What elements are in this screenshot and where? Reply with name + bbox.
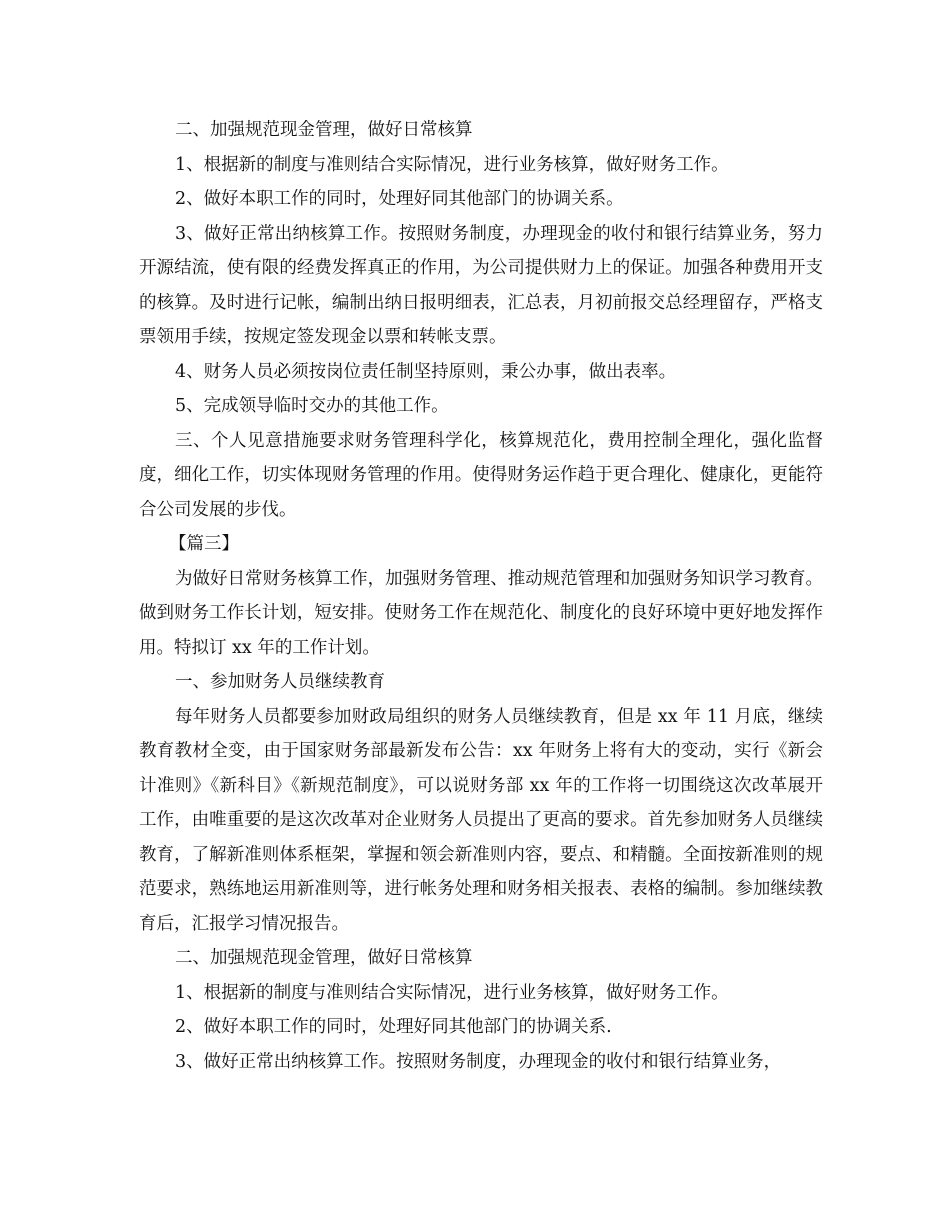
list-item: 3、做好正常出纳核算工作。按照财务制度，办理现金的收付和银行结算业务，努力开源结流，使有限的经费发挥真正的作用，为公司提供财力上的保证。加强各种费用开支的核算。及时进行记帐，编制出纳日报明细表，汇总表，月初前报交总经理留存，严格支票领用手续，按规定签发现金以票和转帐支票。 [139, 223, 823, 347]
body-paragraph: 每年财务人员都要参加财政局组织的财务人员继续教育，但是 xx 年 11 月底，继续教育教材全变，由于国家财务部最新发布公告：xx 年财务上将有大的变动，实行《新会计准则》《新科目》《新规范制度》，可以说财务部 xx 年的工作将一切围绕这次改革展开工作，由唯重要的是这次改革对企业财务人员提出了更高的要求。首先参加财务人员继续教育，了解新准则体系框架，掌握和领会新准则内容，要点、和精髓。全面按新准则的规范要求，熟练地运用新准则等，进行帐务处理和财务相关报表、表格的编制。参加继续教育后，汇报学习情况报告。 [139, 706, 823, 934]
section-heading-continuing-education: 一、参加财务人员继续教育 [175, 672, 385, 692]
list-item: 1、根据新的制度与准则结合实际情况，进行业务核算，做好财务工作。 [175, 154, 729, 175]
section-paragraph-personal-measures: 三、个人见意措施要求财务管理科学化，核算规范化，费用控制全理化，强化监督度，细化工作，切实体现财务管理的作用。使得财务运作趋于更合理化、健康化，更能符合公司发展的步伐。 [139, 430, 823, 520]
part-heading: 【篇三】 [169, 534, 239, 554]
list-item: 5、完成领导临时交办的其他工作。 [175, 396, 449, 416]
section-heading-cash-management: 二、加强规范现金管理，做好日常核算 [175, 120, 473, 140]
list-item: 4、财务人员必须按岗位责任制坚持原则，秉公办事，做出表率。 [175, 361, 677, 382]
list-item: 1、根据新的制度与准则结合实际情况，进行业务核算，做好财务工作。 [175, 982, 729, 1003]
document-body [139, 113, 823, 1079]
section-heading-cash-management: 二、加强规范现金管理，做好日常核算 [175, 948, 473, 968]
list-item: 2、做好本职工作的同时，处理好同其他部门的协调关系. [175, 1017, 612, 1037]
list-item: 3、做好正常出纳核算工作。按照财务制度，办理现金的收付和银行结算业务， [175, 1051, 782, 1072]
body-paragraph: 为做好日常财务核算工作，加强财务管理、推动规范管理和加强财务知识学习教育。做到财务工作长计划，短安排。使财务工作在规范化、制度化的良好环境中更好地发挥作用。特拟订 xx 年的工作计划。 [139, 568, 823, 658]
list-item: 2、做好本职工作的同时，处理好同其他部门的协调关系。 [175, 189, 624, 209]
